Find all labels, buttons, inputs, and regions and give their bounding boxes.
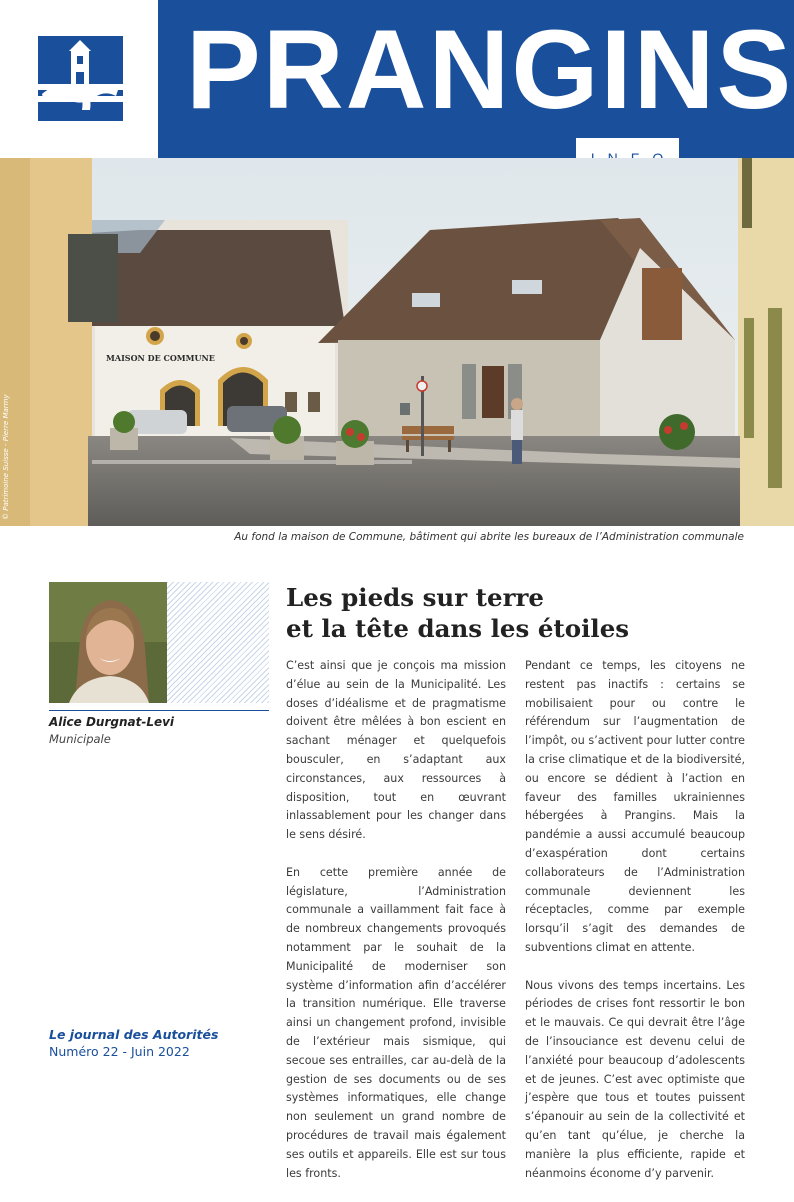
masthead — [158, 0, 794, 158]
photo-credit: © Patrimoine Suisse - Pierre Marmy — [2, 394, 10, 520]
article-paragraph: C’est ainsi que je conçois ma mission d’élue au sein de la Municipalité. Les doses d’idéalisme et de pragmatisme doivent être mêlées à bon escient en sachant ménager et quelquefois bousculer, en s’adaptant aux circonstances, aux ressources à disposition, tout en œuvrant inlassablement pour les changer dans le sens désiré. — [286, 659, 506, 842]
article-paragraph: Nous vivons des temps incertains. Les périodes de crises font ressortir le bon et le mauvais. Ce qui devrait être l’âge de l’insouciance est devenu celui de l’anxiété pour beaucoup d’adolescents et de jeunes. C’est avec optimiste que j’espère que tous et toutes puissent s’épanouir au sein de la collectivité et qu’en tant qu’élue, je cherche la manière la plus efficiente, rapide et néanmoins économe d’y parvenir. — [525, 978, 745, 1180]
author-portrait — [49, 582, 167, 703]
author-role: Municipale — [49, 732, 111, 746]
journal-issue: Numéro 22 - Juin 2022 — [49, 1044, 190, 1059]
article-column-2 — [525, 657, 745, 1202]
cover-photo-illustration — [0, 158, 794, 526]
prangins-logo-icon — [38, 36, 123, 121]
portrait-hatch-pattern — [167, 582, 269, 703]
portrait-divider — [49, 710, 269, 711]
article-headline — [286, 582, 756, 644]
prangins-logo — [38, 36, 123, 121]
article-column-1 — [286, 657, 506, 1202]
building-sign: MAISON DE COMMUNE — [106, 353, 215, 363]
journal-title: Le journal des Autorités — [49, 1027, 219, 1042]
masthead-title: PRANGINS — [186, 7, 794, 132]
article-paragraph: Pendant ce temps, les citoyens ne restent pas inactifs : certains se mobilisaient pour ou contre le référendum sur l’augmentation de l’impôt, ou s’activent pour lutter contre la crise climatique et de la biodiversité, ou encore se dédient à l’action en faveur des familles ukrainiennes hébergées à Prangins. Mais la pandémie a aussi accumulé beaucoup d’exaspération dont certains collaborateurs de l’Administration communale deviennent les réceptacles, comme par exemple lorsqu’il s’agit des demandes de subventions climat en attente. — [525, 659, 745, 954]
headline-line-2: et la tête dans les étoiles — [286, 614, 630, 643]
article-paragraph: En cette première année de législature, l’Administration communale a vaillamment fait face à de nombreux changements provoqués notamment par le souhait de la Municipalité de moderniser son système d’information afin d’accélérer la transition numérique. Elle traverse ainsi un changement profond, invisible de l’extérieur mais sismique, qui secoue ses entrailles, car au-delà de la gestion de ses documents ou de ses systèmes informatiques, elle change non seulement un grand nombre de procédures de travail mais également ses outils et appareils. Elle est sur tous les fronts. — [286, 865, 506, 1180]
author-portrait-illustration — [49, 582, 167, 703]
photo-caption: Au fond la maison de Commune, bâtiment qui abrite les bureaux de l’Administration communale — [234, 531, 744, 543]
cover-photo — [0, 158, 794, 526]
headline-line-1: Les pieds sur terre — [286, 583, 544, 612]
author-name: Alice Durgnat-Levi — [49, 715, 175, 729]
